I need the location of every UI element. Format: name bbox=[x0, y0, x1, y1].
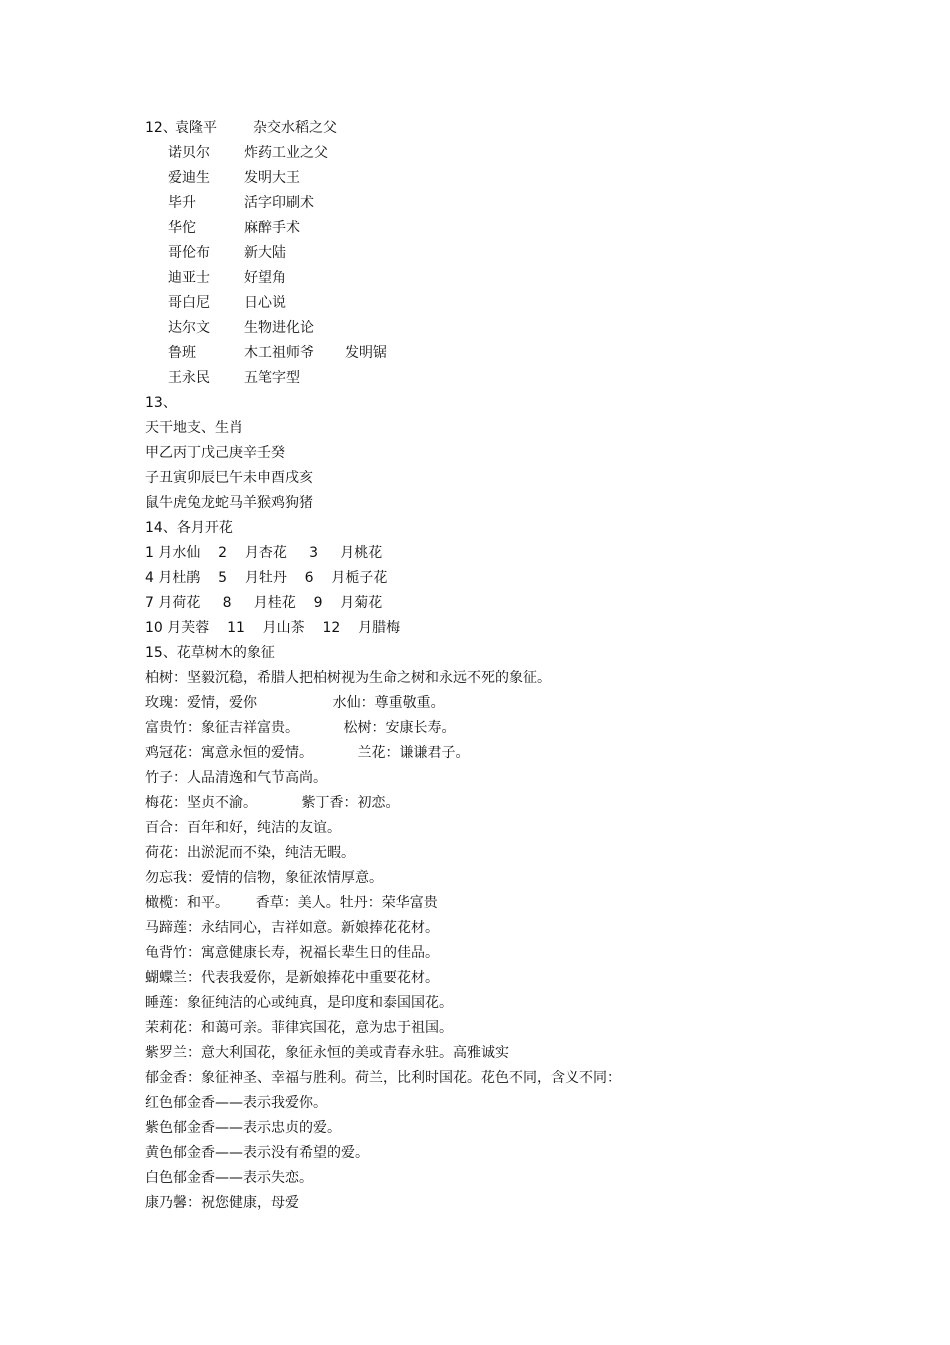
months-heading: 14、各月开花 bbox=[145, 520, 233, 536]
month-flowers: 1 月水仙 2 月杏花 3 月桃花 bbox=[145, 545, 383, 561]
symbol-text: 竹子：人品清逸和气节高尚。 bbox=[145, 770, 327, 786]
symbol-text: 马蹄莲：永结同心，吉祥如意。新娘捧花花材。 bbox=[145, 920, 439, 936]
inventor-contribution: 活字印刷术 bbox=[244, 195, 314, 211]
symbol-text: 茉莉花：和蔼可亲。菲律宾国花，意为忠于祖国。 bbox=[145, 1020, 453, 1036]
inventor-contribution: 杂交水稻之父 bbox=[253, 120, 337, 136]
symbol-text: 紫罗兰：意大利国花，象征永恒的美或青春永驻。高雅诚实 bbox=[145, 1045, 509, 1061]
symbol-text: 荷花：出淤泥而不染，纯洁无暇。 bbox=[145, 845, 355, 861]
symbol-text: 红色郁金香——表示我爱你。 bbox=[145, 1095, 327, 1111]
symbol-text: 龟背竹：寓意健康长寿，祝福长辈生日的佳品。 bbox=[145, 945, 439, 961]
symbols-heading: 15、花草树木的象征 bbox=[145, 645, 275, 661]
inventor-contribution: 炸药工业之父 bbox=[244, 145, 328, 161]
inventor-name: 迪亚士 bbox=[168, 270, 210, 286]
inventor-contribution: 五笔字型 bbox=[244, 370, 300, 386]
section-heading bbox=[0, 643, 275, 703]
symbol-text: 鸡冠花：寓意永恒的爱情。 兰花：谦谦君子。 bbox=[145, 745, 470, 761]
zodiac-title: 天干地支、生肖 bbox=[145, 420, 243, 436]
inventor-name: 毕升 bbox=[168, 195, 196, 211]
symbol-text: 紫色郁金香——表示忠贞的爱。 bbox=[145, 1120, 341, 1136]
inventor-contribution: 麻醉手术 bbox=[244, 220, 300, 236]
symbol-text: 梅花：坚贞不渝。 紫丁香：初恋。 bbox=[145, 795, 400, 811]
inventor-name: 爱迪生 bbox=[168, 170, 210, 186]
symbol-text: 康乃馨：祝您健康，母爱 bbox=[145, 1195, 299, 1211]
inventor-name: 达尔文 bbox=[168, 320, 210, 336]
symbol-text: 百合：百年和好，纯洁的友谊。 bbox=[145, 820, 341, 836]
section-number: 12、 bbox=[145, 120, 177, 136]
inventor-extra: 发明锯 bbox=[345, 345, 387, 361]
symbol-text: 柏树：坚毅沉稳，希腊人把柏树视为生命之树和永远不死的象征。 bbox=[145, 670, 551, 686]
zodiac-animals: 鼠牛虎兔龙蛇马羊猴鸡狗猪 bbox=[145, 495, 313, 511]
symbol-text: 玫瑰：爱情，爱你 水仙：尊重敬重。 bbox=[145, 695, 445, 711]
inventor-name: 王永民 bbox=[168, 370, 210, 386]
inventor-contribution: 木工祖师爷 bbox=[244, 345, 314, 361]
month-flowers: 4 月杜鹃 5 月牡丹 6 月栀子花 bbox=[145, 570, 388, 586]
inventor-name: 华佗 bbox=[168, 220, 196, 236]
inventor-name: 哥白尼 bbox=[168, 295, 210, 311]
month-flowers: 7 月荷花 8 月桂花 9 月菊花 bbox=[145, 595, 383, 611]
inventor-name: 袁隆平 bbox=[175, 120, 217, 136]
inventor-contribution: 发明大王 bbox=[244, 170, 300, 186]
symbol-text: 黄色郁金香——表示没有希望的爱。 bbox=[145, 1145, 369, 1161]
inventor-name: 鲁班 bbox=[168, 345, 196, 361]
month-flowers: 10 月芙蓉 11 月山茶 12 月腊梅 bbox=[145, 620, 401, 636]
section-number: 13、 bbox=[145, 395, 177, 411]
symbol-text: 橄榄：和平。 香草：美人。牡丹：荣华富贵 bbox=[145, 895, 438, 911]
inventor-contribution: 新大陆 bbox=[244, 245, 286, 261]
symbol-text: 富贵竹：象征吉祥富贵。 松树：安康长寿。 bbox=[145, 720, 456, 736]
inventor-contribution: 生物进化论 bbox=[244, 320, 314, 336]
symbol-text: 郁金香：象征神圣、幸福与胜利。荷兰，比利时国花。花色不同，含义不同： bbox=[145, 1070, 621, 1086]
inventor-name: 哥伦布 bbox=[168, 245, 210, 261]
heavenly-stems: 甲乙丙丁戊己庚辛壬癸 bbox=[145, 445, 285, 461]
inventor-contribution: 好望角 bbox=[244, 270, 286, 286]
symbol-text: 勿忘我：爱情的信物，象征浓情厚意。 bbox=[145, 870, 383, 886]
inventor-contribution: 日心说 bbox=[244, 295, 286, 311]
symbol-text: 蝴蝶兰：代表我爱你，是新娘捧花中重要花材。 bbox=[145, 970, 439, 986]
symbol-text: 睡莲：象征纯洁的心或纯真，是印度和泰国国花。 bbox=[145, 995, 453, 1011]
earthly-branches: 子丑寅卯辰巳午未申酉戌亥 bbox=[145, 470, 313, 486]
inventor-name: 诺贝尔 bbox=[168, 145, 210, 161]
symbol-text: 白色郁金香——表示失恋。 bbox=[145, 1170, 313, 1186]
